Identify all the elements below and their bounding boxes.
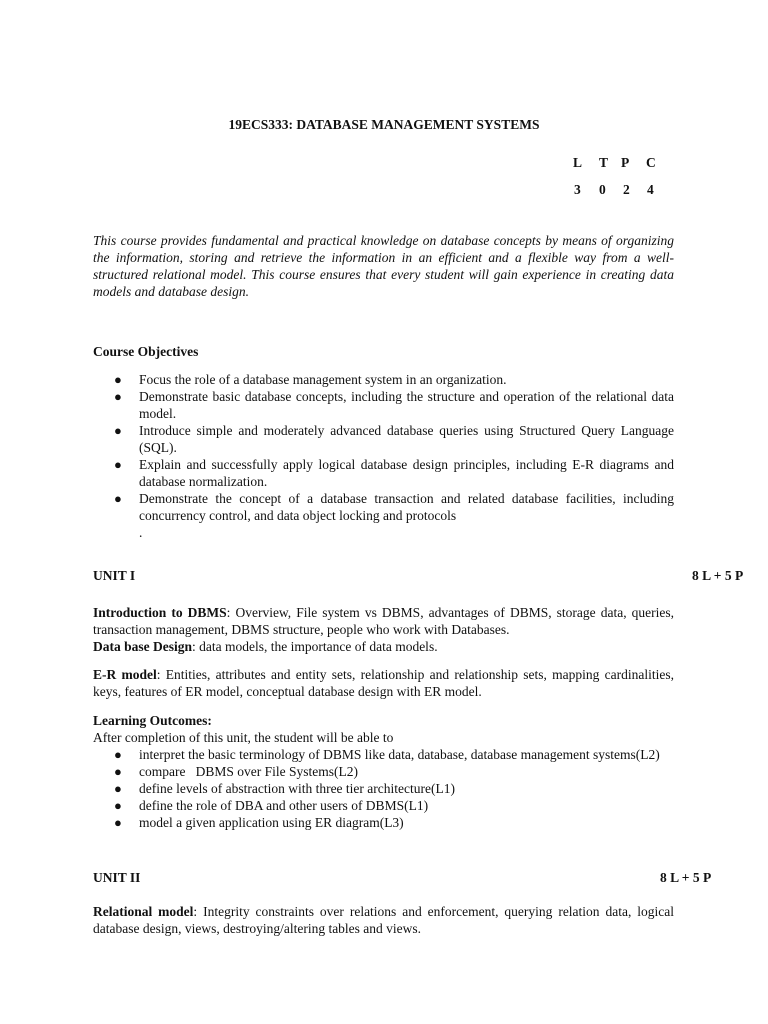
ltpc-label-p: P <box>621 155 630 170</box>
ltpc-table <box>0 154 768 200</box>
bullet-icon: ● <box>114 747 122 762</box>
list-item: ● Demonstrate the concept of a database transaction and related database facilities, including concurrency control, and data object locking and protocols <box>114 491 674 523</box>
list-item: ● define the role of DBA and other users of DBMS(L1) <box>114 798 429 813</box>
learning-outcomes-list <box>93 746 674 831</box>
unit-1-hours: 8 L + 5 P <box>692 568 744 583</box>
unit-2-hours: 8 L + 5 P <box>660 870 712 885</box>
list-item: ● Introduce simple and moderately advanced database queries using Structured Query Language (SQL). <box>114 423 674 455</box>
learning-outcomes-intro: After completion of this unit, the student will be able to <box>93 730 394 745</box>
ltpc-value-t: 0 <box>599 182 606 197</box>
unit-1-intro-paragraph: Introduction to DBMS: Overview, File system vs DBMS, advantages of DBMS, storage data, queries, transaction management, DBMS structure, people who work with Databases. Data base Design: data models, the importance of data models. <box>93 605 674 654</box>
ltpc-value-l: 3 <box>574 182 581 197</box>
bullet-icon: ● <box>114 815 122 830</box>
list-item: ● model a given application using ER diagram(L3) <box>114 815 404 830</box>
page-title: 19ECS333: DATABASE MANAGEMENT SYSTEMS <box>228 117 540 132</box>
bullet-icon: ● <box>114 764 122 779</box>
list-item: ● Focus the role of a database management system in an organization. <box>114 372 507 387</box>
bullet-icon: ● <box>114 798 122 813</box>
unit-2-relational-paragraph: Relational model: Integrity constraints over relations and enforcement, querying relation data, logical database design, views, destroying/altering tables and views. <box>93 904 674 936</box>
bullet-icon: ● <box>114 423 122 438</box>
er-model-title: E-R model <box>93 667 157 682</box>
bullet-icon: ● <box>114 372 122 387</box>
unit-1-label: UNIT I <box>93 568 136 583</box>
course-description: This course provides fundamental and practical knowledge on database concepts by means of organizing the information, storing and retrieve the information in an efficient and a flexible way from a well-structured relational model. This course ensures that every student will gain experience in creating data models and database design. <box>93 233 674 299</box>
list-item: ● compare DBMS over File Systems(L2) <box>114 764 358 779</box>
learning-outcomes-heading: Learning Outcomes: <box>93 713 212 728</box>
bullet-icon: ● <box>114 457 122 472</box>
course-objectives-heading: Course Objectives <box>93 344 199 359</box>
ltpc-label-t: T <box>599 155 609 170</box>
unit-1-er-paragraph: E-R model: Entities, attributes and entity sets, relationship and relationship sets, mapping cardinalities, keys, features of ER model, conceptual database design with ER model. <box>93 667 674 699</box>
list-item: ● interpret the basic terminology of DBMS like data, database, database management systems(L2) <box>114 747 660 762</box>
unit-2-label: UNIT II <box>93 870 141 885</box>
ltpc-value-c: 4 <box>647 182 654 197</box>
course-objectives-list <box>93 371 674 541</box>
relational-model-title: Relational model <box>93 904 194 919</box>
list-item: ● Explain and successfully apply logical database design principles, including E-R diagrams and database normalization. <box>114 457 674 489</box>
bullet-icon: ● <box>114 491 122 506</box>
ltpc-label-c: C <box>646 155 656 170</box>
database-design-title: Data base Design <box>93 639 193 654</box>
ltpc-label-l: L <box>573 155 583 170</box>
intro-dbms-title: Introduction to DBMS <box>93 605 227 620</box>
list-item: ● Demonstrate basic database concepts, including the structure and operation of the relational data model. <box>114 389 674 421</box>
list-item: ● define levels of abstraction with three tier architecture(L1) <box>114 781 455 796</box>
unit-1-learning-outcomes <box>93 712 674 746</box>
ltpc-value-p: 2 <box>623 182 630 197</box>
trailing-period: . <box>139 525 143 540</box>
bullet-icon: ● <box>114 389 122 404</box>
bullet-icon: ● <box>114 781 122 796</box>
